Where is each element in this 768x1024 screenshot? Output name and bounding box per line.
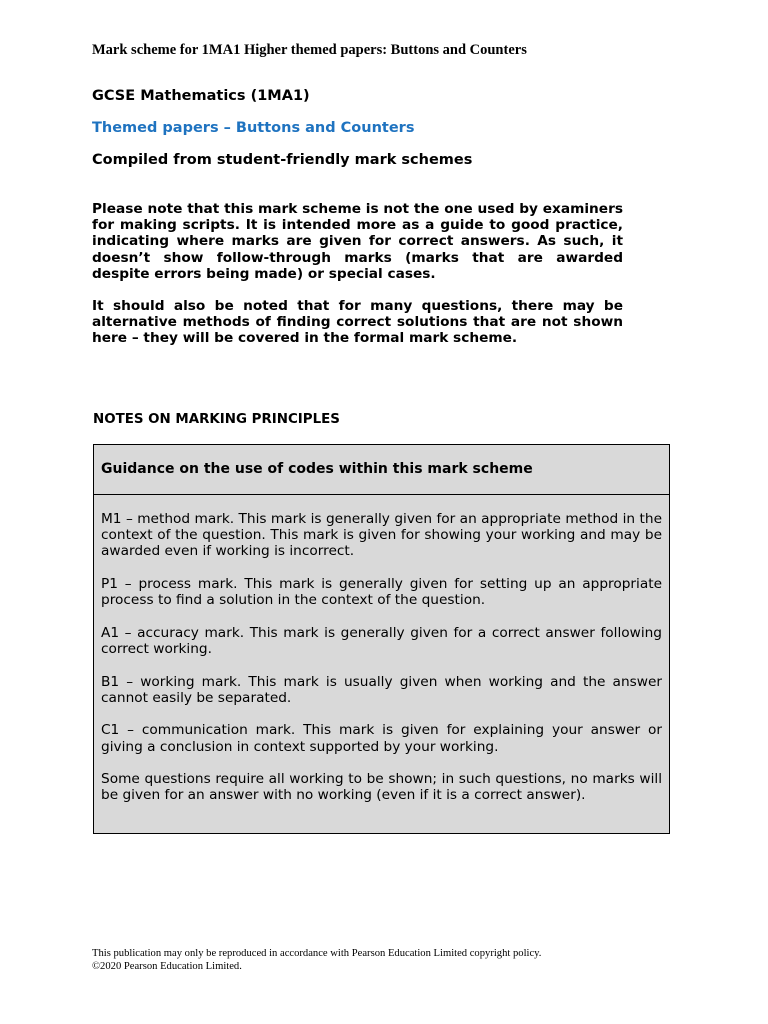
guidance-box	[93, 444, 670, 834]
guidance-item-c1: C1 – communication mark. This mark is given for explaining your answer or giving a conclusion in context supported by your working.	[101, 722, 662, 755]
guidance-heading: Guidance on the use of codes within this mark scheme	[94, 445, 669, 495]
copyright-policy-note: This publication may only be reproduced in accordance with Pearson Education Limited copyright policy.	[92, 948, 542, 959]
guidance-item-m1: M1 – method mark. This mark is generally given for an appropriate method in the context of the question. This mark is given for showing your working and may be awarded even if working is incorrect.	[101, 511, 662, 560]
guidance-item-b1: B1 – working mark. This mark is usually given when working and the answer cannot easily be separated.	[101, 673, 662, 706]
subject-title: GCSE Mathematics (1MA1)	[92, 88, 310, 104]
copyright-line: ©2020 Pearson Education Limited.	[92, 961, 242, 972]
page-header: Mark scheme for 1MA1 Higher themed papers: Buttons and Counters	[92, 42, 527, 58]
guidance-item-a1: A1 – accuracy mark. This mark is generally given for a correct answer following correct working.	[101, 624, 662, 657]
notes-heading: NOTES ON MARKING PRINCIPLES	[93, 412, 340, 427]
page-footer	[92, 947, 541, 973]
themed-papers-title: Themed papers – Buttons and Counters	[92, 120, 415, 136]
guidance-item-working: Some questions require all working to be shown; in such questions, no marks will be given for an answer with no working (even if it is a correct answer).	[101, 771, 662, 804]
guidance-item-p1: P1 – process mark. This mark is generally given for setting up an appropriate process to find a solution in the context of the question.	[101, 576, 662, 609]
guidance-body	[94, 495, 669, 804]
intro-paragraph: Please note that this mark scheme is not the one used by examiners for making scripts. It is intended more as a guide to good practice, indicating where marks are given for correct answers. As such, it doesn’t show follow-through marks (marks that are awarded despite errors being made) or special cases.	[92, 201, 623, 282]
compiled-note: Compiled from student-friendly mark schemes	[92, 152, 473, 168]
intro-paragraph: It should also be noted that for many questions, there may be alternative methods of finding correct solutions that are not shown here – they will be covered in the formal mark scheme.	[92, 298, 623, 347]
